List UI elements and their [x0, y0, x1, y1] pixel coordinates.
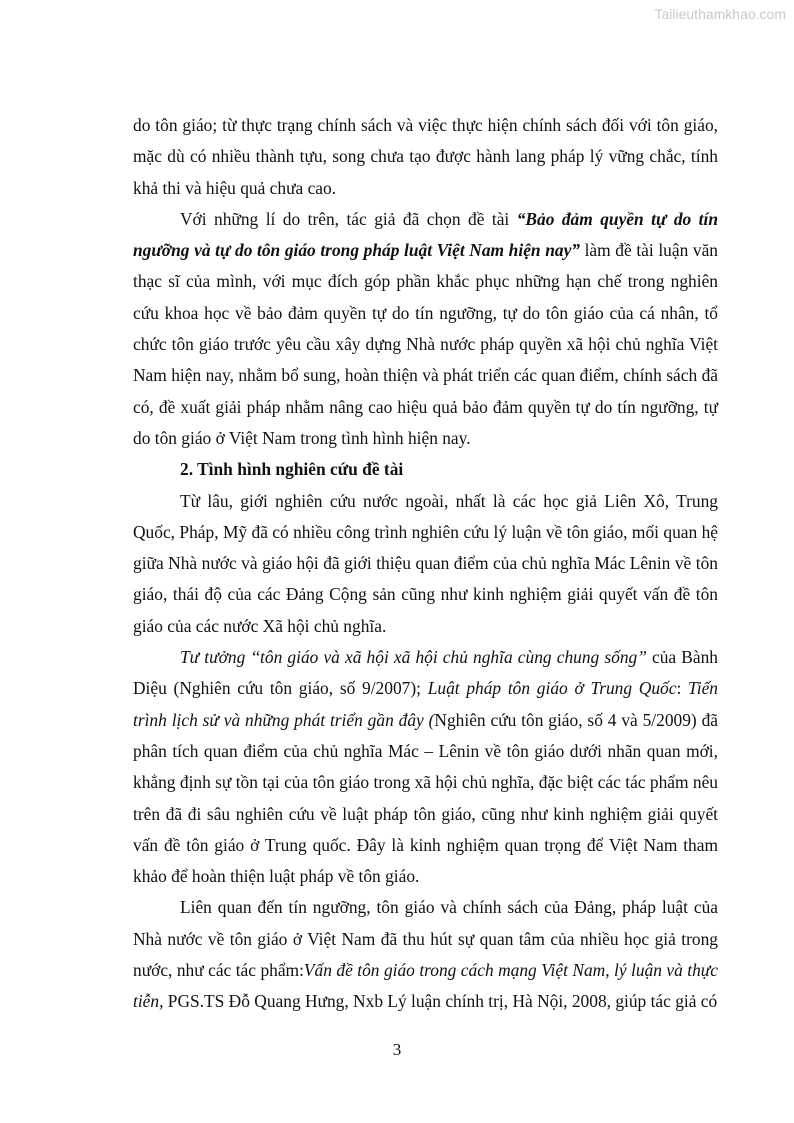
paragraph-4 [133, 642, 718, 892]
work-title: Tư tưởng ‘‘tôn giáo và xã hội xã hội chủ nghĩa cùng chung sống” [180, 647, 647, 668]
text-run: làm đề tài luận văn thạc sĩ của mình, với mục đích góp phần khắc phục những hạn chế trong nghiên cứu khoa học về bảo đảm quyền tự do tín ngưỡng, tự do tôn giáo của cá nhân, tổ chức tôn giáo trước yêu cầu xây dựng Nhà nước pháp quyền xã hội chủ nghĩa Việt Nam hiện nay, nhằm bổ sung, hoàn thiện và phát triển các quan điểm, chính sách đã có, đề xuất giải pháp nhằm nâng cao hiệu quả bảo đảm quyền tự do tín ngưỡng, tự do tôn giáo ở Việt Nam trong tình hình hiện nay. [133, 240, 718, 448]
work-title: Luật pháp tôn giáo ở Trung Quốc [427, 678, 677, 699]
work-title: Tiến trình lịch sử và những phát triển gần đây ( [133, 678, 718, 730]
section-heading: 2. Tình hình nghiên cứu đề tài [180, 459, 404, 480]
text-run: Liên quan đến tín ngưỡng, tôn giáo và chính sách của Đảng, pháp luật của Nhà nước về tôn giáo ở Việt Nam đã thu hút sự quan tâm của nhiều học giả trong nước, như các tác phẩm: [133, 897, 718, 981]
document-body [133, 110, 718, 1018]
page-number: 3 [392, 1040, 402, 1059]
text-run: : [676, 678, 689, 699]
text-run: Với những lí do trên, tác giả đã chọn đề tài [180, 208, 517, 229]
thesis-title: “Bảo đảm quyền tự do tín ngưỡng và tự do tôn giáo trong pháp luật Việt Nam hiện nay” [133, 208, 719, 261]
watermark: Tailieuthamkhao.com [654, 6, 786, 22]
text-run: Nghiên cứu tôn giáo, số 4 và 5/2009) đã phân tích quan điểm của chủ nghĩa Mác – Lênin về tôn giáo dưới nhãn quan mới, khẳng định sự tồn tại của tôn giáo trong xã hội chủ nghĩa, đặc biệt các tác phẩm nêu trên đã đi sâu nghiên cứu về luật pháp tôn giáo, cũng như kinh nghiệm giải quyết vấn đề tôn giáo ở Trung quốc. Đây là kinh nghiệm quan trọng để Việt Nam tham khảo để hoàn thiện luật pháp về tôn giáo. [133, 709, 718, 887]
paragraph-2 [133, 204, 718, 454]
paragraph-5 [133, 892, 718, 1017]
text-run: của Bành Diệu (Nghiên cứu tôn giáo, số 9/2007); [133, 647, 718, 699]
work-title: Vấn đề tôn giáo trong cách mạng Việt Nam, lý luận và thực tiễn, [133, 960, 719, 1012]
text-run: PGS.TS Đỗ Quang Hưng, Nxb Lý luận chính trị, Hà Nội, 2008, giúp tác giả có [163, 991, 718, 1012]
paragraph-1: do tôn giáo; từ thực trạng chính sách và việc thực hiện chính sách đối với tôn giáo, mặc dù có nhiều thành tựu, song chưa tạo được hành lang pháp lý vững chắc, tính khả thi và hiệu quả chưa cao. [133, 115, 718, 198]
paragraph-3: Từ lâu, giới nghiên cứu nước ngoài, nhất là các học giả Liên Xô, Trung Quốc, Pháp, Mỹ đã có nhiều công trình nghiên cứu lý luận về tôn giáo, mối quan hệ giữa Nhà nước và giáo hội đã giới thiệu quan điểm của chủ nghĩa Mác Lênin về tôn giáo, thái độ của các Đảng Cộng sản cũng như kinh nghiệm giải quyết vấn đề tôn giáo của các nước Xã hội chủ nghĩa. [133, 490, 718, 636]
